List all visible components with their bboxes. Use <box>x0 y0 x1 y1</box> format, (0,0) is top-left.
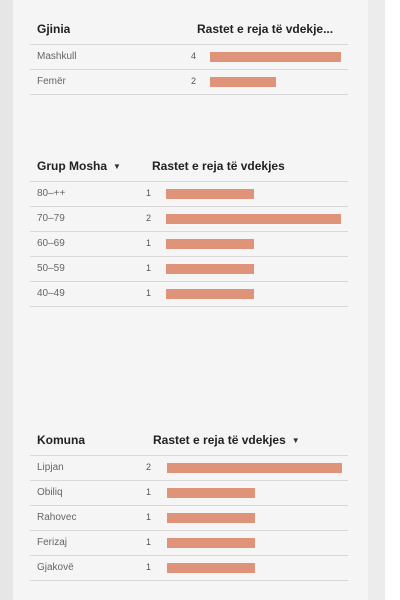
table-row[interactable] <box>30 45 348 70</box>
table-body <box>30 181 348 307</box>
table-row[interactable] <box>30 506 348 531</box>
table-body <box>30 44 348 95</box>
column-header-category[interactable]: Komuna <box>37 433 85 447</box>
value-label: 2 <box>190 76 196 86</box>
table-row[interactable] <box>30 481 348 506</box>
category-label: Obiliq <box>37 487 63 498</box>
table-row[interactable] <box>30 257 348 282</box>
data-bar[interactable] <box>166 189 254 199</box>
data-bar[interactable] <box>166 239 254 249</box>
category-label: 40–49 <box>37 288 65 299</box>
table-row[interactable] <box>30 232 348 257</box>
table-row[interactable] <box>30 282 348 307</box>
column-header-value[interactable]: Rastet e reja të vdekje... <box>197 22 334 36</box>
data-bar[interactable] <box>166 289 254 299</box>
category-label: 70–79 <box>37 213 65 224</box>
value-label: 1 <box>145 263 151 273</box>
data-bar[interactable] <box>166 264 254 274</box>
table-header <box>30 433 348 455</box>
value-label: 1 <box>145 512 151 522</box>
category-label: Mashkull <box>37 51 77 62</box>
column-header-label: Grup Mosha <box>37 159 108 173</box>
column-header-value[interactable]: Rastet e reja të vdekjes <box>152 159 285 173</box>
table-row[interactable] <box>30 207 348 232</box>
category-label: Ferizaj <box>37 537 68 548</box>
category-label: 80–++ <box>37 188 66 199</box>
column-header-category[interactable]: Gjinia <box>37 22 71 36</box>
data-bar[interactable] <box>210 52 341 62</box>
table-row[interactable] <box>30 531 348 556</box>
category-label: Femër <box>37 76 66 87</box>
value-label: 2 <box>145 462 151 472</box>
value-label: 4 <box>190 51 196 61</box>
value-label: 1 <box>145 238 151 248</box>
category-label: 60–69 <box>37 238 65 249</box>
sort-caret-down-icon[interactable]: ▼ <box>291 436 300 445</box>
value-label: 1 <box>145 562 151 572</box>
age-group-deaths-table <box>30 159 348 307</box>
table-row[interactable] <box>30 182 348 207</box>
table-body <box>30 455 348 581</box>
table-header <box>30 22 348 44</box>
category-label: Lipjan <box>37 462 64 473</box>
data-bar[interactable] <box>167 563 255 573</box>
data-bar[interactable] <box>210 77 276 87</box>
value-label: 1 <box>145 537 151 547</box>
data-bar[interactable] <box>167 463 342 473</box>
value-label: 1 <box>145 487 151 497</box>
value-label: 1 <box>145 288 151 298</box>
left-background-strip <box>0 0 13 600</box>
value-label: 2 <box>145 213 151 223</box>
data-bar[interactable] <box>166 214 341 224</box>
gender-deaths-table <box>30 22 348 95</box>
value-label: 1 <box>145 188 151 198</box>
category-label: Rahovec <box>37 512 77 523</box>
municipality-deaths-table <box>30 433 348 581</box>
category-label: Gjakovë <box>37 562 74 573</box>
panel-gutter <box>368 0 385 600</box>
data-bar[interactable] <box>167 488 255 498</box>
table-header <box>30 159 348 181</box>
column-header-value[interactable] <box>153 433 300 447</box>
sort-caret-down-icon[interactable]: ▼ <box>113 162 121 171</box>
data-bar[interactable] <box>167 538 255 548</box>
column-header-category[interactable] <box>37 159 121 173</box>
data-bar[interactable] <box>167 513 255 523</box>
table-row[interactable] <box>30 556 348 581</box>
table-row[interactable] <box>30 456 348 481</box>
right-scrollbar-area[interactable] <box>385 0 400 600</box>
column-header-label: Rastet e reja të vdekjes <box>153 433 286 447</box>
table-row[interactable] <box>30 70 348 95</box>
category-label: 50–59 <box>37 263 65 274</box>
